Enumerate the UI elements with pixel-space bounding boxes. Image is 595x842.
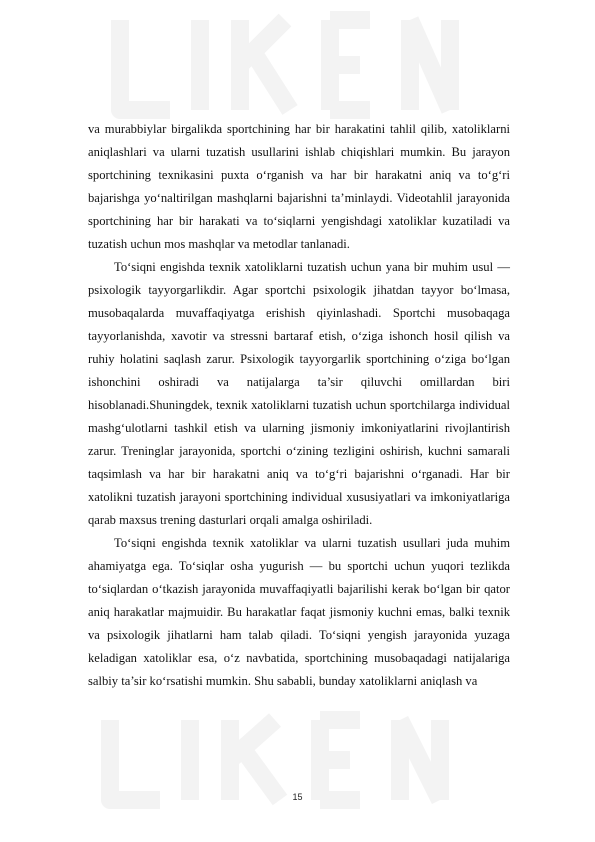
paragraph-3: To‘siqni engishda texnik xatoliklar va ularni tuzatish usullari juda muhim ahamiyatga ega. To‘siqlar osha yugurish — bu sportchi uchun yuqori tezlikda to‘siqlardan o‘tkazish jarayonida muvaffaqiyatli bajarilishi kerak bo‘lgan bir qator aniq harakatlar majmuidir. Bu harakatlar faqat jismoniy kuchni emas, balki texnik va psixologik jihatlarni ham talab qiladi. To‘siqni yengish jarayonida yuzaga keladigan xatoliklar esa, o‘z navbatida, sportchining musobaqadagi natijalariga salbiy ta’sir ko‘rsatishi mumkin. Shu sababli, bunday xatoliklarni aniqlash va bbox=[88, 536, 510, 688]
paragraph-2: To‘siqni engishda texnik xatoliklarni tuzatish uchun yana bir muhim usul — psixologik tayyorgarlikdir. Agar sportchi psixologik jihatdan tayyor bo‘lmasa, musobaqalarda muvaffaqiyatga erishish qiyinlashadi. Sportchi musobaqaga tayyorlanishda, xavotir va stressni bartaraf etish, o‘ziga ishonch hosil qilish va ruhiy holatini saqlash zarur. Psixologik tayyorgarlik sportchining o‘ziga bo‘lgan ishonchini oshiradi va natijalarga ta’sir qiluvchi omillardan biri hisoblanadi.Shuningdek, texnik xatoliklarni tuzatish uchun sportchilarga individual mashg‘ulotlarni tashkil etish va ularning jismoniy imkoniyatlarini rivojlantirish zarur. Treninglar jarayonida, sportchi o‘zining tezligini oshirish, kuchni samarali taqsimlash va har bir harakatni aniq va to‘g‘ri bajarishni o‘rganadi. Har bir xatolikni tuzatish jarayoni sportchining individual xususiyatlari va imkoniyatlariga qarab maxsus trening dasturlari orqali amalga oshiriladi. bbox=[88, 260, 510, 527]
paragraph-1: va murabbiylar birgalikda sportchining har bir harakatini tahlil qilib, xatoliklarni aniqlashlari va ularni tuzatish usullarini ishlab chiqishlari mumkin. Bu jarayon sportchining texnikasini puxta o‘rganish va har bir harakatni aniq va to‘g‘ri bajarishga yo‘naltirilgan mashqlarni bajarishni ta’minlaydi. Videotahlil jarayonida sportchining har bir harakati va to‘siqlarni yengishdagi xatoliklar kuzatiladi va tuzatish uchun mos mashqlar va metodlar tanlanadi. bbox=[88, 122, 510, 251]
page-number: 15 bbox=[292, 792, 303, 802]
document-body bbox=[88, 118, 510, 693]
